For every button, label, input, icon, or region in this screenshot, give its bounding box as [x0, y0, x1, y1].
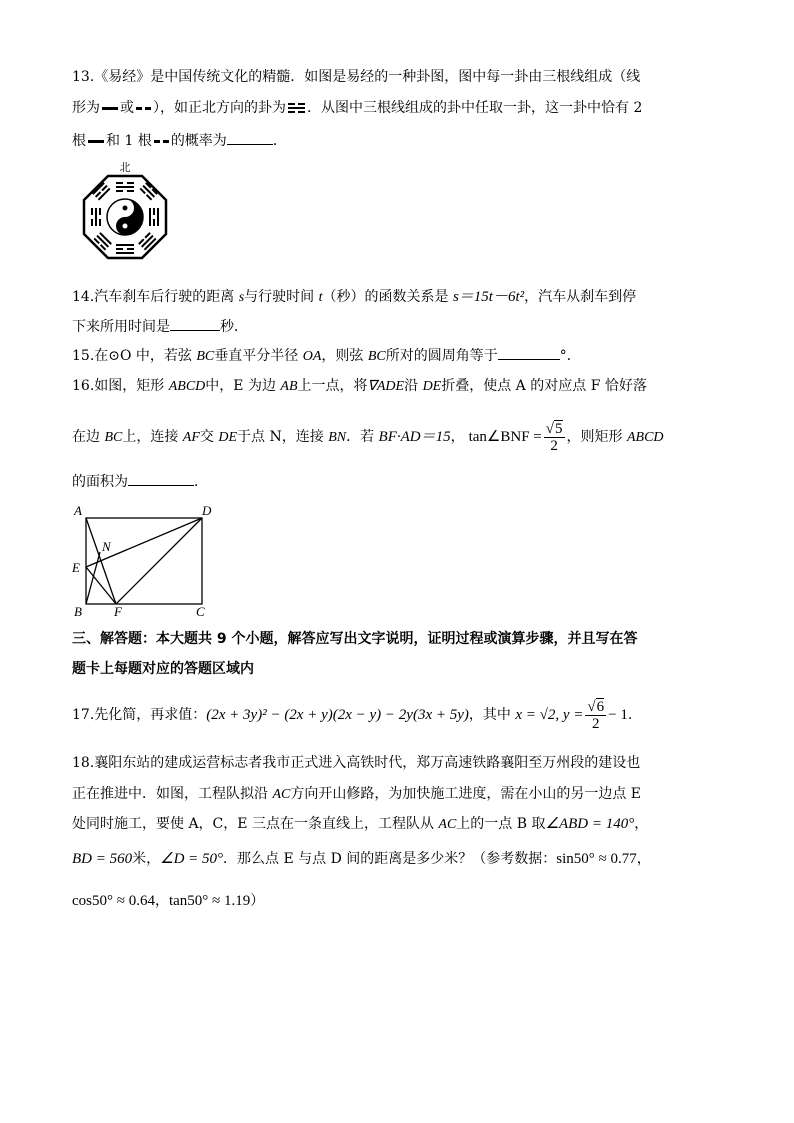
- rectangle-abcd: [86, 518, 202, 604]
- q18-line4: BD = 560米，∠D = 50°．那么点 E 与点 D 间的距离是多少米？（参考数据：sin50° ≈ 0.77，: [72, 851, 651, 867]
- answer-blank[interactable]: [128, 471, 194, 486]
- q13-line2: 形为 或 ），如正北方向的卦为 ．从图中三根线组成的卦中任取一卦，这一卦中恰有 2: [72, 100, 643, 116]
- answer-blank[interactable]: [498, 345, 560, 360]
- answer-blank[interactable]: [170, 316, 220, 331]
- answer-blank[interactable]: [227, 130, 273, 145]
- segment-FD: [116, 518, 202, 604]
- sqrt6-over-2: $\frac{√6}{2}$: [587, 698, 605, 732]
- broken-line-icon: [154, 140, 169, 143]
- section3-heading-line1: 三、解答题：本大题共 9 个小题，解答应写出文字说明，证明过程或演算步骤，并且写在答: [72, 631, 638, 647]
- q14-line2: 下来所用时间是 秒．: [72, 316, 248, 338]
- svg-text:C: C: [196, 604, 205, 619]
- q18-line5: cos50° ≈ 0.64，tan50° ≈ 1.19）: [72, 893, 265, 909]
- segment-BN: [86, 552, 100, 604]
- svg-text:N: N: [102, 539, 111, 554]
- broken-line-icon: [136, 107, 151, 110]
- segment-AF: [86, 518, 116, 604]
- q18-line1: 18.襄阳东站的建成运营标志者我市正式进入高铁时代，郑万高速铁路襄阳至万州段的建设也: [72, 755, 641, 771]
- sqrt5-over-2: $\frac{√5}{2}$: [545, 420, 563, 454]
- q16-line1: 16.如图，矩形 ABCD中，E 为边 AB上一点，将∇ADE沿 DE折叠，使点 A 的对应点 F 恰好落: [72, 378, 647, 394]
- svg-text:D: D: [202, 503, 212, 518]
- rectangle-fold-figure: [68, 500, 218, 622]
- q18-line3: 处同时施工，要使 A，C，E 三点在一条直线上，工程队从 AC上的一点 B 取∠ABD = 140°，: [72, 816, 649, 832]
- section3-heading-line2: 题卡上每题对应的答题区域内: [72, 661, 254, 677]
- svg-text:A: A: [74, 503, 82, 518]
- q15-line: 15.在⊙O 中，若弦 BC垂直平分半径 OA，则弦 BC所对的圆周角等于 °．: [72, 345, 581, 368]
- solid-line-icon: [88, 140, 104, 143]
- svg-text:E: E: [72, 560, 80, 575]
- q13-line1: 13.《易经》是中国传统文化的精髓．如图是易经的一种卦图，图中每一卦由三根线组成（线: [72, 69, 641, 85]
- q17-line: 17.先化简，再求值：(2x + 3y)² − (2x + y)(2x − y) − 2y(3x + 5y)，其中 x = √2, y = $\frac{√6}{2}$ − 1.: [72, 698, 633, 732]
- q13-line3: 根 和 1 根 的概率为 ．: [72, 130, 287, 152]
- trigram-north-icon: [288, 103, 305, 113]
- taiji-icon: [107, 199, 143, 235]
- q18-line2: 正在推进中．如图，工程队拟沿 AC方向开山修路，为加快施工进度，需在小山的另一边点 E: [72, 786, 642, 802]
- svg-text:B: B: [74, 604, 82, 619]
- north-label: 北: [119, 162, 131, 174]
- q14-line1: 14.汽车刹车后行驶的距离 s与行驶时间 t（秒）的函数关系是 s＝15t－6t²，汽车从刹车到停: [72, 289, 637, 305]
- q16-line3: 的面积为 ．: [72, 471, 208, 493]
- q16-line2: 在边 BC上，连接 AF交 DE于点 N，连接 BN．若 BF·AD＝15， tan∠BNF = $\frac{√5}{2}$ ，则矩形 ABCD: [72, 420, 664, 454]
- svg-text:F: F: [114, 604, 122, 619]
- bagua-figure: [70, 158, 180, 276]
- solid-line-icon: [102, 107, 118, 110]
